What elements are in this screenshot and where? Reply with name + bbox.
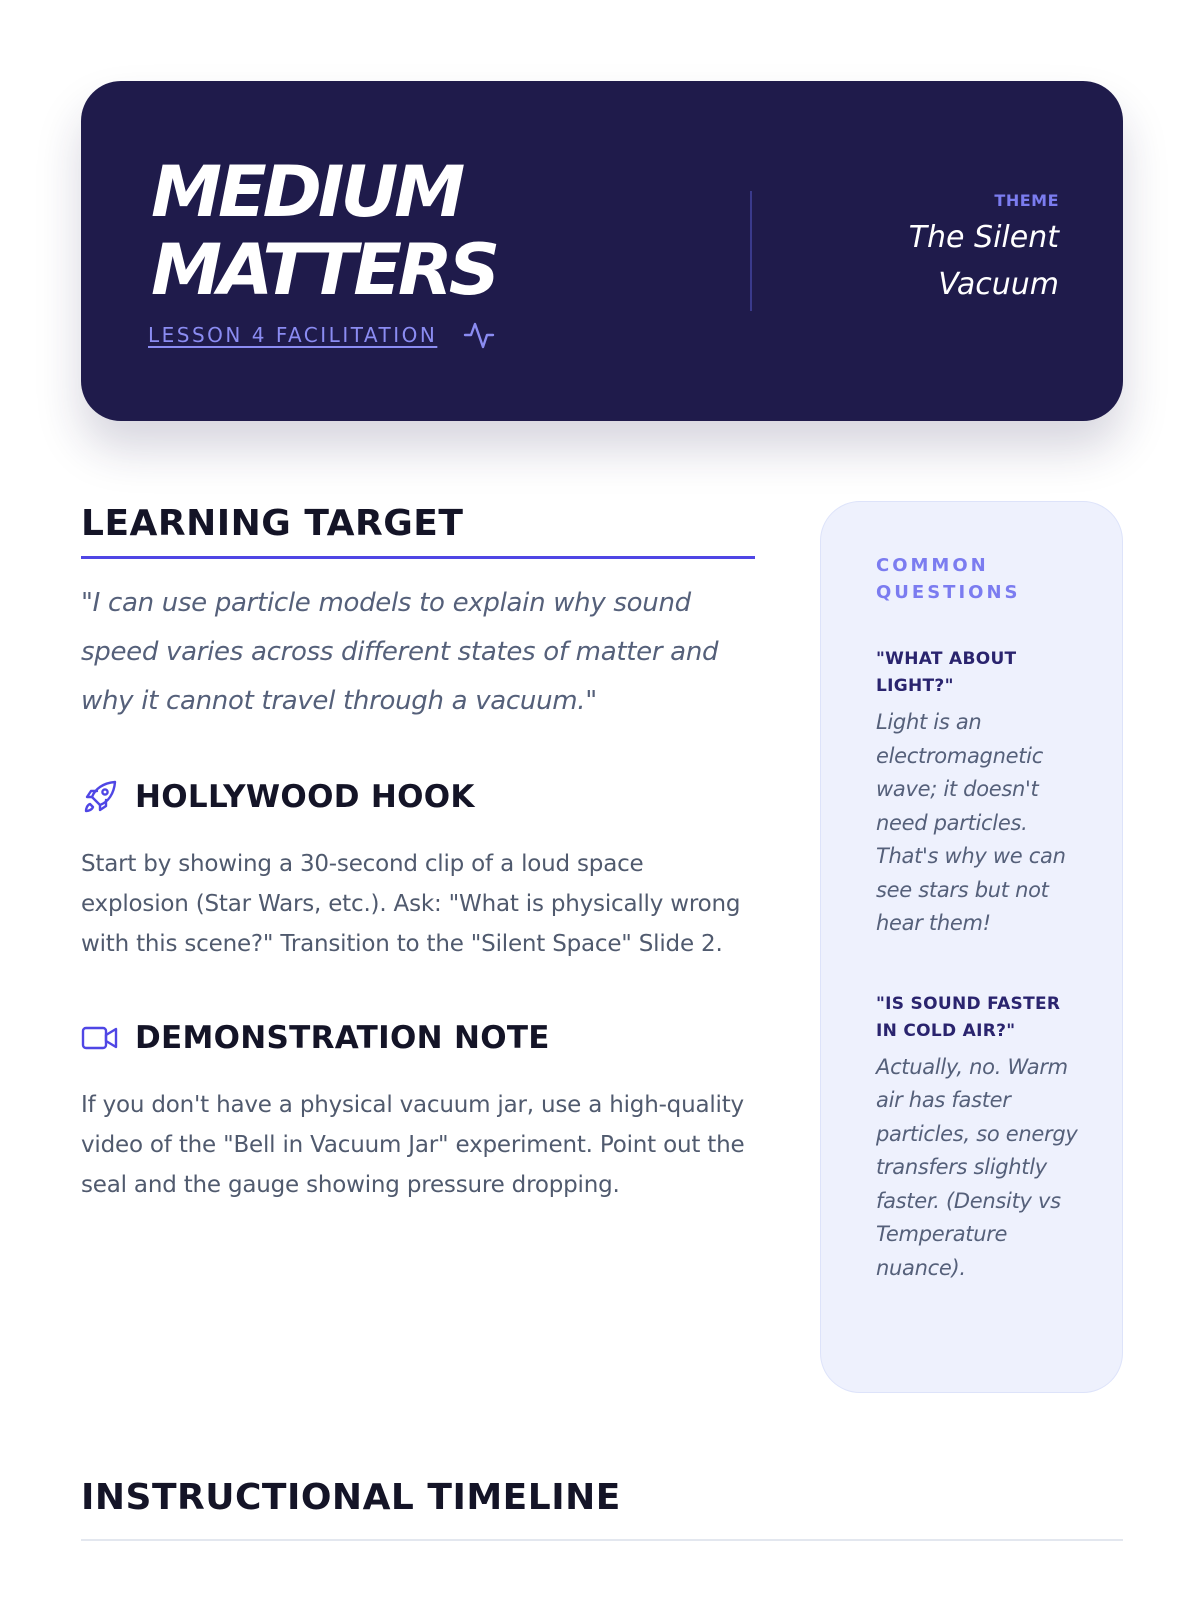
common-questions-card	[820, 501, 1123, 1393]
common-questions-label: COMMON QUESTIONS	[876, 555, 1021, 603]
demonstration-note-body: If you don't have a physical vacuum jar, use a high-quality video of the "Bell in Vacuum Jar" experiment. Point out the seal and the gauge showing pressure dropping.	[81, 1092, 745, 1198]
demonstration-note-heading: DEMONSTRATION NOTE	[135, 1020, 550, 1056]
learning-target-underline	[81, 556, 755, 559]
faq-answer: Actually, no. Warm air has faster particles, so energy transfers slightly faster. (Density vs Temperature nuance).	[876, 1054, 1078, 1280]
faq-item	[876, 646, 1082, 941]
lesson-header-card	[81, 81, 1123, 421]
learning-target-heading: LEARNING TARGET	[81, 503, 464, 544]
main-column	[81, 500, 755, 1205]
theme-block	[799, 191, 1059, 308]
hollywood-hook-heading: HOLLYWOOD HOOK	[135, 779, 475, 815]
rocket-icon	[81, 778, 119, 816]
faq-answer: Light is an electromagnetic wave; it doesn't need particles. That's why we can see stars but not hear them!	[876, 710, 1066, 935]
pulse-icon	[463, 319, 495, 351]
header-divider	[750, 191, 752, 311]
video-camera-icon	[81, 1019, 119, 1057]
theme-label: THEME	[994, 191, 1059, 210]
lesson-title	[151, 153, 496, 309]
timeline-divider	[81, 1539, 1123, 1541]
demonstration-note-section	[81, 1019, 755, 1205]
lesson-subtitle	[148, 319, 495, 351]
faq-item	[876, 991, 1082, 1286]
learning-target-quote: "I can use particle models to explain why sound speed varies across different states of matter and why it cannot travel through a vacuum."	[81, 588, 719, 716]
lesson-title-line-2: MATTERS	[151, 229, 497, 311]
faq-question: "IS SOUND FASTER IN COLD AIR?"	[876, 993, 1061, 1041]
lesson-title-line-1: MEDIUM	[151, 151, 462, 233]
instructional-timeline-heading: INSTRUCTIONAL TIMELINE	[81, 1477, 621, 1518]
lesson-facilitation-link[interactable]: LESSON 4 FACILITATION	[148, 323, 438, 347]
hollywood-hook-section	[81, 778, 755, 964]
learning-target-section	[81, 500, 755, 726]
faq-question: "WHAT ABOUT LIGHT?"	[876, 649, 1017, 696]
theme-value: The Silent Vacuum	[908, 220, 1059, 302]
hollywood-hook-body: Start by showing a 30-second clip of a loud space explosion (Star Wars, etc.). Ask: "What is physically wrong with this scene?" Transition to the "Silent Space" Slide 2.	[81, 851, 741, 957]
